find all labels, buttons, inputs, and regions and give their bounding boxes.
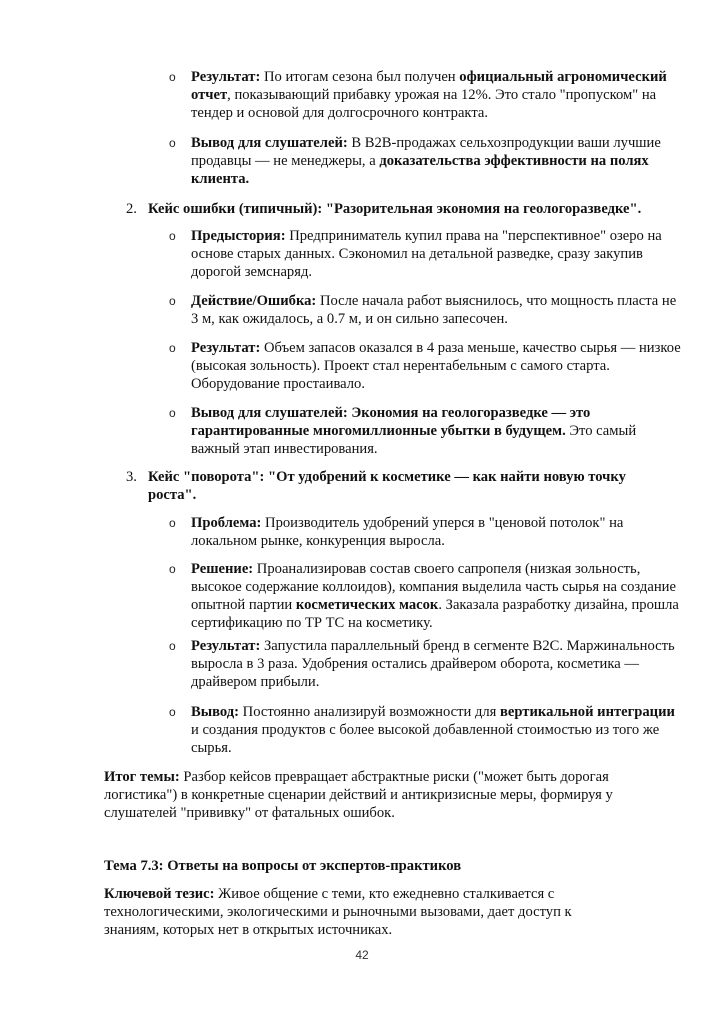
bullet-icon: o [169,562,176,576]
case3-solution [191,560,681,632]
label: Вывод для слушателей: [191,135,348,151]
text: Разбор кейсов превращает абстрактные риски ("может быть дорогая логистика") в конкретные сценарии действий и антикризисные меры, формируя у слушателей "прививку" от фатальных ошибок. [104,769,613,821]
label: Вывод для слушателей: [191,405,348,421]
case1-result [191,68,681,122]
heading-text: Тема 7.3: Ответы на вопросы от экспертов-практиков [104,858,462,874]
page-number: 42 [355,948,369,962]
text: Запустила параллельный бренд в сегменте B2C. Маржинальность выросла в 3 раза. Удобрения остались драйвером оборота, косметика — драйвером прибыли. [191,638,675,690]
case1-conclusion [191,134,681,188]
bullet-icon: o [169,639,176,653]
bullet-icon: o [169,406,176,420]
bullet-icon: o [169,70,176,84]
bullet-icon: o [169,341,176,355]
bullet-icon: o [169,516,176,530]
bullet-icon: o [169,136,176,150]
text: Постоянно анализируй возможности для [239,704,501,720]
label: Результат: [191,69,261,85]
case2-heading [148,200,688,218]
text: Производитель удобрений уперся в "ценовой потолок" на локальном рынке, конкуренция выросла. [191,515,624,549]
text: После начала работ выяснилось, что мощность пласта не 3 м, как ожидалось, а 0.7 м, и он сильно запесочен. [191,293,677,327]
bold-text: Экономия на геологоразведке — это гарантированные многомиллионные убытки в будущем. [191,405,591,439]
list-number: 2. [126,201,137,217]
label: Ключевой тезис: [104,886,215,902]
label: Предыстория: [191,228,286,244]
label: Результат: [191,638,261,654]
text: Предприниматель купил права на "перспективное" озеро на основе старых данных. Сэкономил на детальной разведке, сразу закупив дорогой земснаряд. [191,228,662,280]
bold-text: официальный агрономический отчет [191,69,667,103]
bold-text: доказательства эффективности на полях клиента. [191,153,649,187]
label: Решение: [191,561,254,577]
label: Результат: [191,340,261,356]
heading-text: Кейс ошибки (типичный): "Разорительная экономия на геологоразведке". [148,201,642,217]
text: По итогам сезона был получен [260,69,460,85]
list-number: 3. [126,469,137,485]
key-thesis [104,885,594,939]
label: Вывод: [191,704,240,720]
topic-summary [104,768,624,822]
case3-conclusion [191,703,681,757]
text: . Заказала разработку дизайна, прошла сертификацию по ТР ТС на косметику. [191,597,679,631]
text: Живое общение с теми, кто ежедневно сталкивается с технологическими, экологическими и рыночными вызовами, дает доступ к знаниям, которых нет в открытых источниках. [104,886,572,938]
case3-heading [148,468,638,504]
case3-result [191,637,681,691]
bold-text: косметических масок [295,597,439,613]
heading-text: Кейс "поворота": "От удобрений к косметике — как найти новую точку роста". [148,469,626,503]
text: , показывающий прибавку урожая на 12%. Это стало "пропуском" на тендер и основой для долгосрочного контракта. [191,87,657,121]
bullet-icon: o [169,705,176,719]
label: Действие/Ошибка: [191,293,317,309]
bold-text: вертикальной интеграции [500,704,675,720]
text: Это самый важный этап инвестирования. [191,423,637,457]
case2-conclusion [191,404,681,458]
text: В B2B-продажах сельхозпродукции ваши лучшие продавцы — не менеджеры, а [191,135,661,169]
section-heading [104,857,664,875]
case2-action [191,292,681,328]
bullet-icon: o [169,294,176,308]
case2-result [191,339,681,393]
bullet-icon: o [169,229,176,243]
case2-background [191,227,681,281]
text: Проанализировав состав своего сапропеля (низкая зольность, высокое содержание коллоидов), компания выделила часть сырья на создание опытной партии [191,561,676,613]
case3-problem [191,514,681,550]
label: Проблема: [191,515,262,531]
text: Объем запасов оказался в 4 раза меньше, качество сырья — низкое (высокая зольность). Проект стал нерентабельным с самого старта. Оборудование простаивало. [191,340,681,392]
text: и создания продуктов с более высокой добавленной стоимостью из того же сырья. [191,722,660,756]
label: Итог темы: [104,769,180,785]
